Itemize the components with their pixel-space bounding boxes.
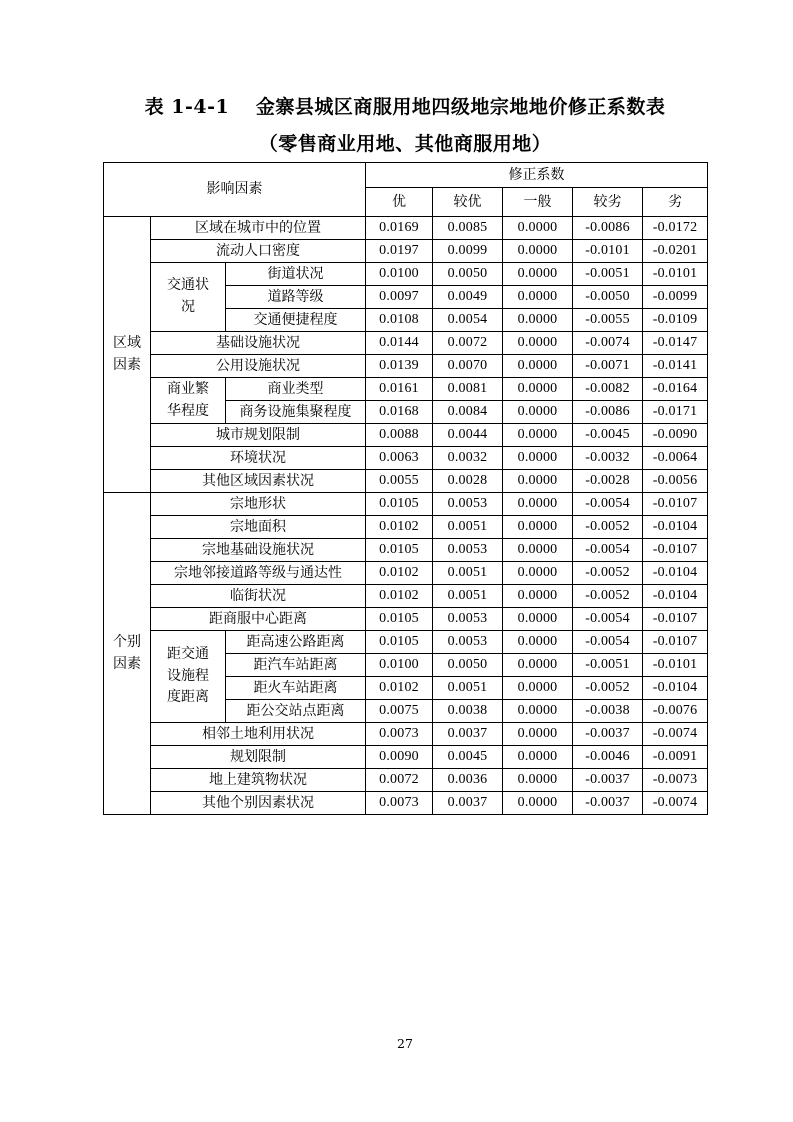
value-cell: 0.0073 bbox=[366, 723, 433, 746]
header-grade-lie: 劣 bbox=[643, 188, 708, 217]
value-cell: 0.0097 bbox=[366, 286, 433, 309]
header-factor: 影响因素 bbox=[104, 163, 366, 217]
value-cell: 0.0028 bbox=[433, 470, 503, 493]
table-row bbox=[104, 539, 708, 562]
table-row bbox=[104, 769, 708, 792]
value-cell: 0.0000 bbox=[503, 263, 573, 286]
table-row bbox=[104, 217, 708, 240]
value-cell: -0.0172 bbox=[643, 217, 708, 240]
value-cell: 0.0000 bbox=[503, 608, 573, 631]
subgroup-cell-traffic bbox=[151, 263, 226, 332]
value-cell: -0.0056 bbox=[643, 470, 708, 493]
value-cell: 0.0000 bbox=[503, 447, 573, 470]
value-cell: 0.0000 bbox=[503, 424, 573, 447]
table-row bbox=[104, 263, 708, 286]
value-cell: 0.0000 bbox=[503, 562, 573, 585]
value-cell: -0.0052 bbox=[573, 677, 643, 700]
factor-cell: 距火车站距离 bbox=[226, 677, 366, 700]
value-cell: 0.0072 bbox=[433, 332, 503, 355]
value-cell: -0.0104 bbox=[643, 677, 708, 700]
value-cell: 0.0099 bbox=[433, 240, 503, 263]
group-label: 区域因素 bbox=[113, 334, 141, 373]
value-cell: 0.0054 bbox=[433, 309, 503, 332]
value-cell: -0.0032 bbox=[573, 447, 643, 470]
value-cell: 0.0032 bbox=[433, 447, 503, 470]
value-cell: -0.0052 bbox=[573, 585, 643, 608]
factor-cell: 区域在城市中的位置 bbox=[151, 217, 366, 240]
value-cell: 0.0051 bbox=[433, 516, 503, 539]
table-row bbox=[104, 470, 708, 493]
value-cell: 0.0090 bbox=[366, 746, 433, 769]
value-cell: 0.0000 bbox=[503, 217, 573, 240]
value-cell: -0.0038 bbox=[573, 700, 643, 723]
factor-cell: 街道状况 bbox=[226, 263, 366, 286]
value-cell: -0.0101 bbox=[573, 240, 643, 263]
value-cell: 0.0000 bbox=[503, 746, 573, 769]
header-grade-yiban: 一般 bbox=[503, 188, 573, 217]
value-cell: 0.0100 bbox=[366, 263, 433, 286]
header-grade-jiaoyou: 较优 bbox=[433, 188, 503, 217]
value-cell: 0.0045 bbox=[433, 746, 503, 769]
value-cell: 0.0102 bbox=[366, 677, 433, 700]
header-grade-jiaolie: 较劣 bbox=[573, 188, 643, 217]
value-cell: 0.0168 bbox=[366, 401, 433, 424]
table-row bbox=[104, 332, 708, 355]
value-cell: 0.0051 bbox=[433, 677, 503, 700]
value-cell: 0.0000 bbox=[503, 309, 573, 332]
factor-cell: 相邻土地利用状况 bbox=[151, 723, 366, 746]
subgroup-cell-commercial bbox=[151, 378, 226, 424]
header-grade-you: 优 bbox=[366, 188, 433, 217]
factor-cell: 公用设施状况 bbox=[151, 355, 366, 378]
table-row bbox=[104, 608, 708, 631]
factor-cell: 环境状况 bbox=[151, 447, 366, 470]
group-label: 个别因素 bbox=[113, 633, 141, 672]
value-cell: -0.0104 bbox=[643, 516, 708, 539]
value-cell: -0.0045 bbox=[573, 424, 643, 447]
value-cell: -0.0051 bbox=[573, 263, 643, 286]
page-number: 27 bbox=[397, 1036, 413, 1051]
table-row bbox=[104, 424, 708, 447]
value-cell: 0.0105 bbox=[366, 539, 433, 562]
value-cell: 0.0000 bbox=[503, 723, 573, 746]
value-cell: 0.0085 bbox=[433, 217, 503, 240]
factor-cell: 道路等级 bbox=[226, 286, 366, 309]
value-cell: -0.0074 bbox=[643, 723, 708, 746]
value-cell: 0.0000 bbox=[503, 240, 573, 263]
value-cell: -0.0107 bbox=[643, 493, 708, 516]
value-cell: -0.0086 bbox=[573, 401, 643, 424]
value-cell: 0.0075 bbox=[366, 700, 433, 723]
subgroup-label: 交通状况 bbox=[167, 277, 209, 315]
group-cell-individual bbox=[104, 493, 151, 815]
table-row bbox=[104, 240, 708, 263]
value-cell: 0.0000 bbox=[503, 332, 573, 355]
subgroup-label: 距交通设施程度距离 bbox=[167, 645, 209, 706]
value-cell: 0.0000 bbox=[503, 700, 573, 723]
value-cell: 0.0102 bbox=[366, 516, 433, 539]
value-cell: 0.0053 bbox=[433, 608, 503, 631]
value-cell: 0.0036 bbox=[433, 769, 503, 792]
value-cell: 0.0197 bbox=[366, 240, 433, 263]
table-row bbox=[104, 355, 708, 378]
value-cell: -0.0046 bbox=[573, 746, 643, 769]
value-cell: -0.0201 bbox=[643, 240, 708, 263]
value-cell: 0.0072 bbox=[366, 769, 433, 792]
value-cell: -0.0037 bbox=[573, 723, 643, 746]
value-cell: 0.0053 bbox=[433, 539, 503, 562]
value-cell: 0.0000 bbox=[503, 539, 573, 562]
factor-cell: 规划限制 bbox=[151, 746, 366, 769]
value-cell: 0.0044 bbox=[433, 424, 503, 447]
value-cell: 0.0050 bbox=[433, 263, 503, 286]
value-cell: 0.0084 bbox=[433, 401, 503, 424]
factor-cell: 距汽车站距离 bbox=[226, 654, 366, 677]
value-cell: 0.0000 bbox=[503, 654, 573, 677]
value-cell: -0.0107 bbox=[643, 631, 708, 654]
value-cell: -0.0082 bbox=[573, 378, 643, 401]
value-cell: 0.0063 bbox=[366, 447, 433, 470]
value-cell: -0.0076 bbox=[643, 700, 708, 723]
value-cell: -0.0037 bbox=[573, 792, 643, 815]
value-cell: 0.0139 bbox=[366, 355, 433, 378]
value-cell: -0.0171 bbox=[643, 401, 708, 424]
value-cell: 0.0000 bbox=[503, 470, 573, 493]
table-row bbox=[104, 562, 708, 585]
value-cell: 0.0051 bbox=[433, 562, 503, 585]
value-cell: 0.0000 bbox=[503, 493, 573, 516]
value-cell: -0.0074 bbox=[643, 792, 708, 815]
factor-cell: 流动人口密度 bbox=[151, 240, 366, 263]
table-row bbox=[104, 792, 708, 815]
value-cell: -0.0052 bbox=[573, 562, 643, 585]
value-cell: -0.0054 bbox=[573, 539, 643, 562]
value-cell: 0.0108 bbox=[366, 309, 433, 332]
value-cell: 0.0000 bbox=[503, 769, 573, 792]
value-cell: 0.0050 bbox=[433, 654, 503, 677]
value-cell: 0.0037 bbox=[433, 723, 503, 746]
factor-cell: 距高速公路距离 bbox=[226, 631, 366, 654]
value-cell: -0.0104 bbox=[643, 562, 708, 585]
factor-cell: 基础设施状况 bbox=[151, 332, 366, 355]
document-header bbox=[90, 96, 720, 156]
value-cell: 0.0102 bbox=[366, 562, 433, 585]
factor-cell: 交通便捷程度 bbox=[226, 309, 366, 332]
factor-cell: 其他个别因素状况 bbox=[151, 792, 366, 815]
value-cell: 0.0000 bbox=[503, 631, 573, 654]
value-cell: 0.0105 bbox=[366, 631, 433, 654]
value-cell: 0.0049 bbox=[433, 286, 503, 309]
table-row bbox=[104, 447, 708, 470]
table-row bbox=[104, 746, 708, 769]
value-cell: 0.0161 bbox=[366, 378, 433, 401]
value-cell: -0.0052 bbox=[573, 516, 643, 539]
value-cell: -0.0086 bbox=[573, 217, 643, 240]
table-row bbox=[104, 585, 708, 608]
value-cell: -0.0055 bbox=[573, 309, 643, 332]
factor-cell: 宗地面积 bbox=[151, 516, 366, 539]
header-row-top bbox=[104, 163, 708, 188]
value-cell: 0.0000 bbox=[503, 585, 573, 608]
value-cell: -0.0028 bbox=[573, 470, 643, 493]
header-coefficient: 修正系数 bbox=[366, 163, 708, 188]
value-cell: 0.0100 bbox=[366, 654, 433, 677]
value-cell: -0.0091 bbox=[643, 746, 708, 769]
value-cell: -0.0164 bbox=[643, 378, 708, 401]
value-cell: 0.0000 bbox=[503, 401, 573, 424]
subgroup-cell-transport-distance bbox=[151, 631, 226, 723]
factor-cell: 其他区域因素状况 bbox=[151, 470, 366, 493]
table-row bbox=[104, 378, 708, 401]
value-cell: 0.0051 bbox=[433, 585, 503, 608]
value-cell: 0.0000 bbox=[503, 286, 573, 309]
value-cell: 0.0081 bbox=[433, 378, 503, 401]
value-cell: -0.0101 bbox=[643, 654, 708, 677]
value-cell: -0.0054 bbox=[573, 631, 643, 654]
value-cell: 0.0053 bbox=[433, 493, 503, 516]
value-cell: -0.0101 bbox=[643, 263, 708, 286]
value-cell: -0.0109 bbox=[643, 309, 708, 332]
factor-cell: 地上建筑物状况 bbox=[151, 769, 366, 792]
value-cell: -0.0141 bbox=[643, 355, 708, 378]
value-cell: -0.0107 bbox=[643, 539, 708, 562]
factor-cell: 城市规划限制 bbox=[151, 424, 366, 447]
value-cell: 0.0105 bbox=[366, 493, 433, 516]
factor-cell: 距商服中心距离 bbox=[151, 608, 366, 631]
value-cell: 0.0073 bbox=[366, 792, 433, 815]
value-cell: -0.0104 bbox=[643, 585, 708, 608]
value-cell: -0.0090 bbox=[643, 424, 708, 447]
factor-cell: 宗地形状 bbox=[151, 493, 366, 516]
value-cell: 0.0070 bbox=[433, 355, 503, 378]
value-cell: -0.0064 bbox=[643, 447, 708, 470]
value-cell: 0.0055 bbox=[366, 470, 433, 493]
value-cell: -0.0050 bbox=[573, 286, 643, 309]
value-cell: -0.0051 bbox=[573, 654, 643, 677]
factor-cell: 临街状况 bbox=[151, 585, 366, 608]
factor-cell: 宗地邻接道路等级与通达性 bbox=[151, 562, 366, 585]
value-cell: 0.0000 bbox=[503, 378, 573, 401]
coefficient-table bbox=[103, 162, 708, 815]
factor-cell: 商务设施集聚程度 bbox=[226, 401, 366, 424]
table-row bbox=[104, 516, 708, 539]
value-cell: -0.0054 bbox=[573, 493, 643, 516]
table-row bbox=[104, 631, 708, 654]
value-cell: 0.0037 bbox=[433, 792, 503, 815]
table-row bbox=[104, 723, 708, 746]
value-cell: -0.0071 bbox=[573, 355, 643, 378]
value-cell: -0.0147 bbox=[643, 332, 708, 355]
table-subtitle: （零售商业用地、其他商服用地） bbox=[258, 132, 552, 155]
value-cell: 0.0000 bbox=[503, 792, 573, 815]
value-cell: -0.0054 bbox=[573, 608, 643, 631]
factor-cell: 距公交站点距离 bbox=[226, 700, 366, 723]
value-cell: -0.0073 bbox=[643, 769, 708, 792]
value-cell: 0.0000 bbox=[503, 677, 573, 700]
value-cell: 0.0102 bbox=[366, 585, 433, 608]
value-cell: 0.0144 bbox=[366, 332, 433, 355]
value-cell: 0.0053 bbox=[433, 631, 503, 654]
value-cell: -0.0074 bbox=[573, 332, 643, 355]
value-cell: -0.0037 bbox=[573, 769, 643, 792]
value-cell: 0.0105 bbox=[366, 608, 433, 631]
value-cell: -0.0107 bbox=[643, 608, 708, 631]
value-cell: 0.0000 bbox=[503, 516, 573, 539]
value-cell: 0.0169 bbox=[366, 217, 433, 240]
table-row bbox=[104, 493, 708, 516]
value-cell: 0.0000 bbox=[503, 355, 573, 378]
table-title: 表 1-4-1 金寨县城区商服用地四级地宗地地价修正系数表 bbox=[144, 96, 666, 118]
subgroup-label: 商业繁华程度 bbox=[167, 380, 209, 419]
value-cell: 0.0038 bbox=[433, 700, 503, 723]
group-cell-regional bbox=[104, 217, 151, 493]
factor-cell: 宗地基础设施状况 bbox=[151, 539, 366, 562]
value-cell: -0.0099 bbox=[643, 286, 708, 309]
factor-cell: 商业类型 bbox=[226, 378, 366, 401]
value-cell: 0.0088 bbox=[366, 424, 433, 447]
